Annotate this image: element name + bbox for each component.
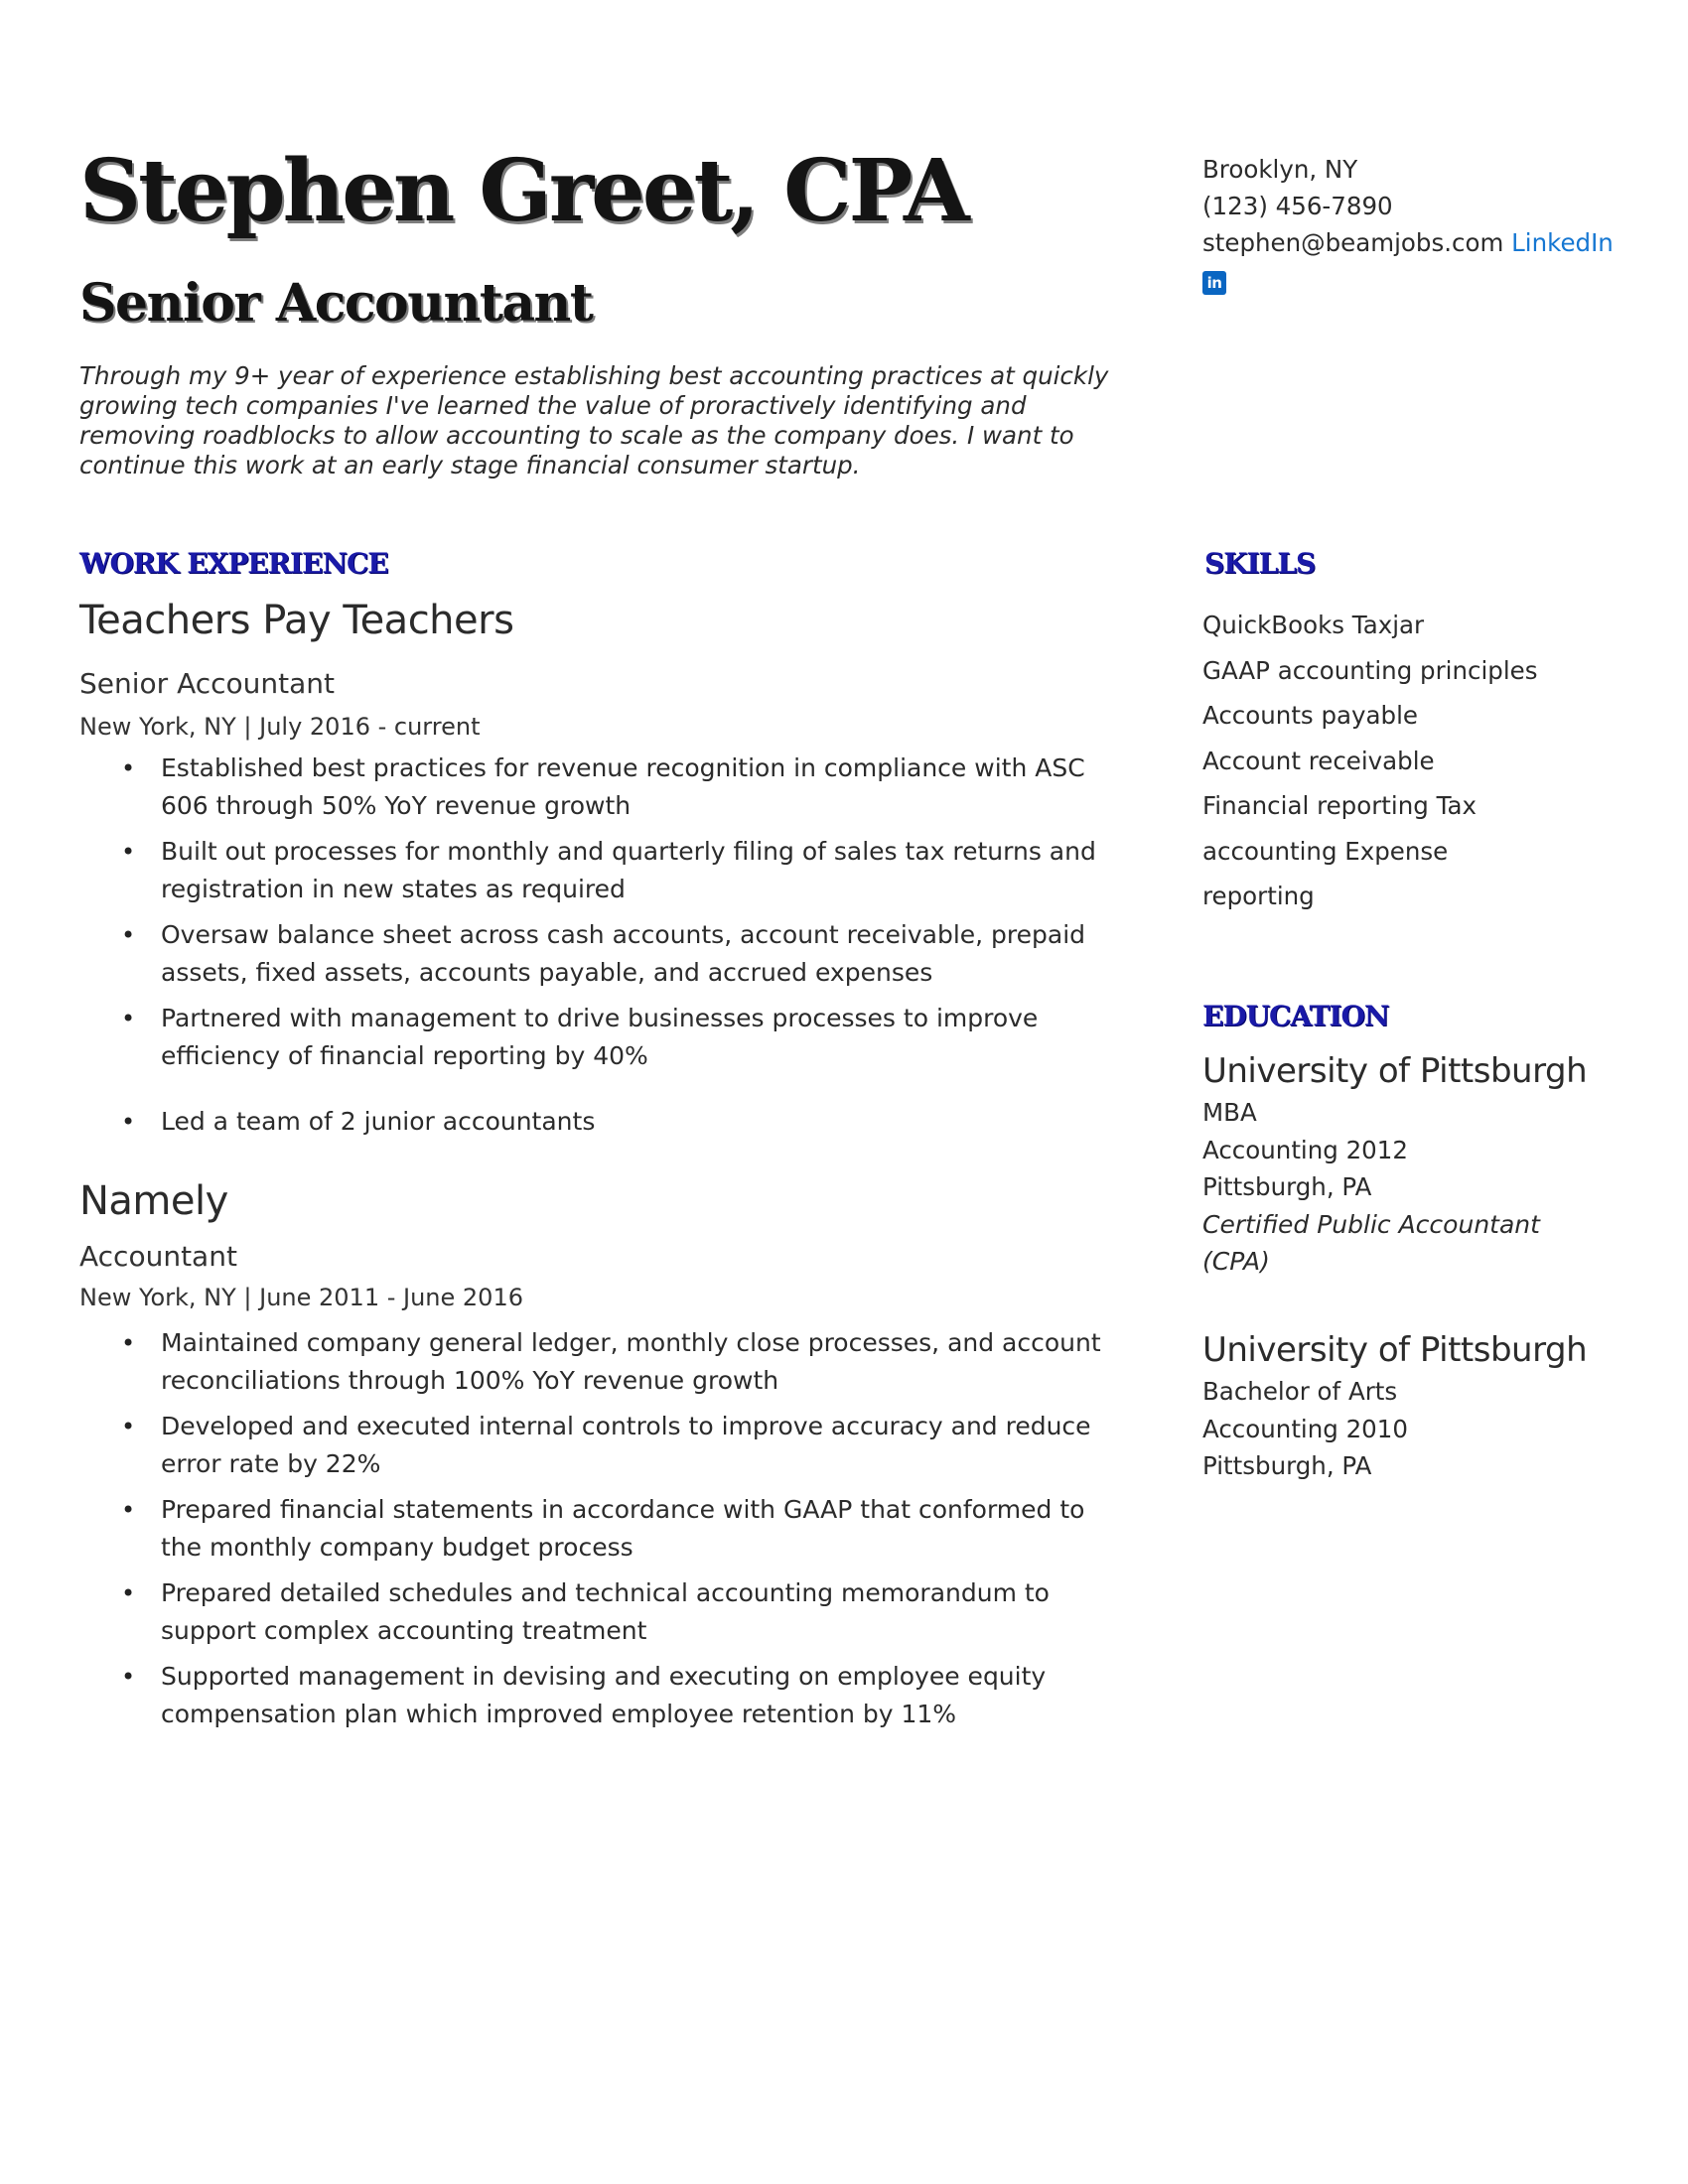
education-school: University of Pittsburgh (1202, 1330, 1588, 1370)
job-bullet: • Developed and executed internal controls to improve accuracy and reduce error rate by 22% (79, 1408, 1132, 1483)
skill-line: reporting (1202, 882, 1315, 910)
education-field: Accounting 2010 (1202, 1414, 1408, 1443)
summary-paragraph: Through my 9+ year of experience establishing best accounting practices at quickly growing tech companies I've learned the value of proractively identifying and removing roadblocks to allow accounting to scale as the company does. I want to continue this work at an early stage financial consumer startup. (79, 361, 1109, 479)
education-degree: Bachelor of Arts (1202, 1377, 1398, 1406)
education-location: Pittsburgh, PA (1202, 1172, 1372, 1201)
skill-line: GAAP accounting principles (1202, 655, 1538, 685)
skill-line: Financial reporting Tax (1202, 791, 1477, 820)
job-company: Teachers Pay Teachers (79, 598, 514, 643)
skills-heading: SKILLS (1204, 547, 1316, 580)
education-note: Certified Public Accountant (CPA) (1202, 1209, 1540, 1276)
contact-phone: (123) 456-7890 (1202, 192, 1393, 220)
job-bullet: • Established best practices for revenue recognition in compliance with ASC 606 through 50% YoY revenue growth (79, 750, 1132, 825)
education-entry (1202, 1051, 1649, 1281)
job-bullet: • Supported management in devising and executing on employee equity compensation plan which improved employee retention by 11% (79, 1658, 1132, 1733)
skill-line: Accounts payable (1202, 701, 1418, 730)
job-bullet: • Partnered with management to drive businesses processes to improve efficiency of financial reporting by 40% (79, 1000, 1132, 1075)
contact-email: stephen@beamjobs.com (1202, 228, 1504, 257)
contact-email-row (1202, 224, 1639, 261)
job-bullets (79, 750, 1132, 1141)
job-bullets (79, 1324, 1132, 1733)
job-bullet: • Maintained company general ledger, monthly close processes, and account reconciliations through 100% YoY revenue growth (79, 1324, 1132, 1400)
candidate-title: Senior Accountant (79, 273, 593, 334)
work-experience-heading: WORK EXPERIENCE (79, 547, 388, 580)
job-bullet: • Built out processes for monthly and quarterly filing of sales tax returns and registration in new states as required (79, 833, 1132, 908)
education-entry (1202, 1330, 1649, 1485)
education-heading: EDUCATION (1202, 1000, 1389, 1032)
education-school: University of Pittsburgh (1202, 1051, 1588, 1091)
education-degree: MBA (1202, 1098, 1257, 1127)
education-field: Accounting 2012 (1202, 1135, 1408, 1164)
job-bullet: • Prepared detailed schedules and technical accounting memorandum to support complex accounting treatment (79, 1574, 1132, 1650)
job-bullet: • Led a team of 2 junior accountants (79, 1103, 1132, 1141)
skill-line: QuickBooks Taxjar (1202, 611, 1425, 639)
job-meta: New York, NY | July 2016 - current (79, 713, 481, 741)
job-bullet: • Oversaw balance sheet across cash accounts, account receivable, prepaid assets, fixed assets, accounts payable, and accrued expenses (79, 916, 1132, 992)
skills-list (1202, 603, 1619, 919)
skill-line: Account receivable (1202, 746, 1435, 775)
skill-line: accounting Expense (1202, 836, 1449, 866)
job-title: Accountant (79, 1240, 237, 1273)
job-bullet: • Prepared financial statements in accordance with GAAP that conformed to the monthly company budget process (79, 1491, 1132, 1567)
candidate-name: Stephen Greet, CPA (79, 141, 967, 241)
education-location: Pittsburgh, PA (1202, 1451, 1372, 1480)
contact-block (1202, 151, 1639, 298)
job-title: Senior Accountant (79, 667, 336, 700)
job-company: Namely (79, 1178, 228, 1224)
contact-location: Brooklyn, NY (1202, 155, 1358, 184)
job-meta: New York, NY | June 2011 - June 2016 (79, 1284, 523, 1311)
linkedin-icon[interactable]: in (1202, 271, 1226, 295)
linkedin-link[interactable]: LinkedIn (1511, 228, 1614, 257)
